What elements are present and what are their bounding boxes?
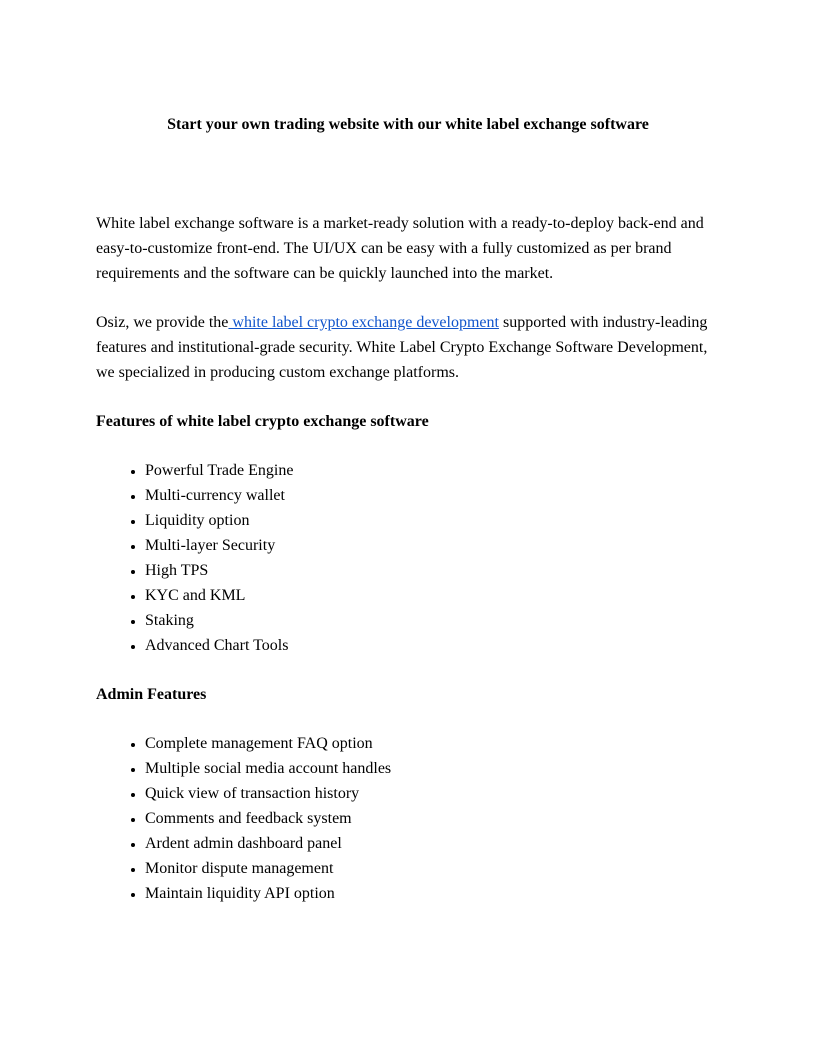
features-heading: Features of white label crypto exchange software bbox=[96, 413, 429, 430]
feature-item: • Powerful Trade Engine bbox=[145, 458, 720, 483]
admin-features-list bbox=[96, 731, 720, 906]
feature-item: • Staking bbox=[145, 608, 720, 633]
admin-feature-item: • Quick view of transaction history bbox=[145, 781, 720, 806]
osiz-paragraph bbox=[96, 310, 720, 385]
feature-item: • Multi-layer Security bbox=[145, 533, 720, 558]
admin-feature-item: • Multiple social media account handles bbox=[145, 756, 720, 781]
feature-item: • High TPS bbox=[145, 558, 720, 583]
admin-features-heading: Admin Features bbox=[96, 686, 207, 703]
crypto-exchange-development-link[interactable]: white label crypto exchange development bbox=[228, 314, 499, 331]
admin-feature-item: • Complete management FAQ option bbox=[145, 731, 720, 756]
intro-paragraph-text: White label exchange software is a market-ready solution with a ready-to-deploy back-end and easy-to-customize front-end. The UI/UX can be easy with a fully customized as per brand requirements and the software can be quickly launched into the market. bbox=[96, 215, 704, 282]
osiz-paragraph-text-before: Osiz, we provide the bbox=[96, 314, 229, 331]
feature-item: • Multi-currency wallet bbox=[145, 483, 720, 508]
features-list bbox=[96, 458, 720, 658]
admin-feature-item: • Ardent admin dashboard panel bbox=[145, 831, 720, 856]
feature-item: • Advanced Chart Tools bbox=[145, 633, 720, 658]
admin-feature-item: • Monitor dispute management bbox=[145, 856, 720, 881]
document-title: Start your own trading website with our white label exchange software bbox=[167, 116, 649, 133]
feature-item: • Liquidity option bbox=[145, 508, 720, 533]
admin-feature-item: • Maintain liquidity API option bbox=[145, 881, 720, 906]
admin-feature-item: • Comments and feedback system bbox=[145, 806, 720, 831]
osiz-paragraph-text-after: supported with industry-leading features and institutional-grade security. White Label Crypto Exchange Software Development, we specialized in producing custom exchange platforms. bbox=[96, 314, 708, 381]
intro-paragraph bbox=[96, 211, 720, 286]
feature-item: • KYC and KML bbox=[145, 583, 720, 608]
